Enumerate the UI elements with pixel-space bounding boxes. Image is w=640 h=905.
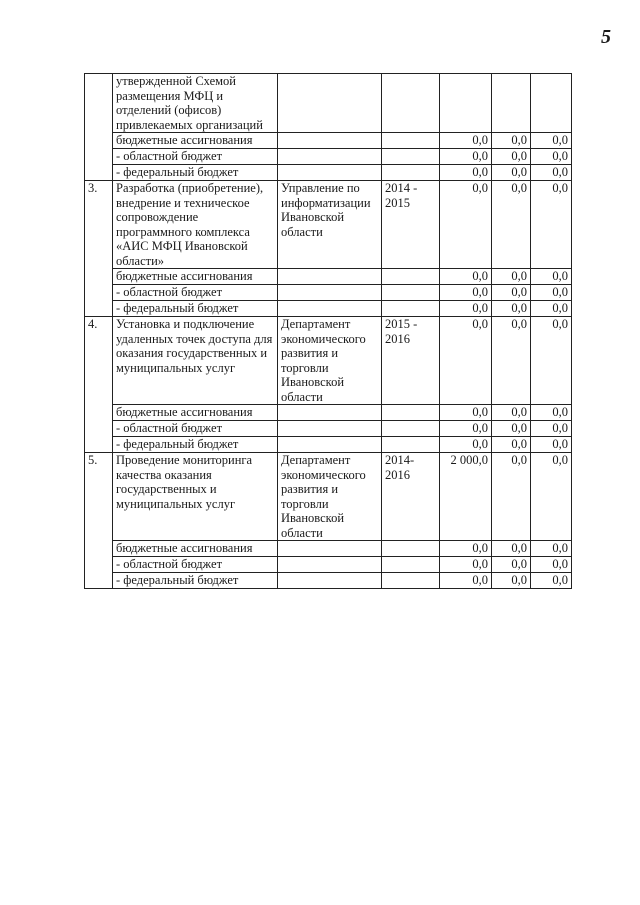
- table-row: [85, 269, 572, 285]
- number-cell: 4.: [85, 317, 113, 453]
- table-row: [85, 573, 572, 589]
- table-row: [85, 285, 572, 301]
- value-cell: 0,0: [440, 421, 492, 437]
- row-label: - федеральный бюджет: [113, 165, 278, 181]
- value-cell: 0,0: [531, 269, 572, 285]
- table-row: [85, 541, 572, 557]
- row-label: бюджетные ассигнования: [113, 133, 278, 149]
- executor-cell: Департамент экономического развития и торговли Ивановской области: [278, 453, 382, 541]
- table-row: [85, 149, 572, 165]
- executor-cell: Управление по информатизации Ивановской области: [278, 181, 382, 269]
- value-cell: 0,0: [492, 149, 531, 165]
- value-cell: 0,0: [440, 541, 492, 557]
- value-cell: 0,0: [492, 317, 531, 405]
- number-cell: 5.: [85, 453, 113, 589]
- period-cell: 2014- 2016: [382, 453, 440, 541]
- number-cell: [85, 74, 113, 181]
- value-cell: 0,0: [492, 573, 531, 589]
- table-row: [85, 421, 572, 437]
- table-row: [85, 165, 572, 181]
- value-cell: 0,0: [531, 149, 572, 165]
- value-cell: 0,0: [531, 133, 572, 149]
- value-cell: 0,0: [492, 557, 531, 573]
- executor-cell: Департамент экономического развития и торговли Ивановской области: [278, 317, 382, 405]
- value-cell: 0,0: [492, 541, 531, 557]
- value-cell: 0,0: [440, 557, 492, 573]
- period-cell: 2014 - 2015: [382, 181, 440, 269]
- value-cell: 0,0: [531, 405, 572, 421]
- value-cell: 0,0: [440, 437, 492, 453]
- value-cell: 0,0: [492, 301, 531, 317]
- table-row: [85, 74, 572, 133]
- row-label: бюджетные ассигнования: [113, 405, 278, 421]
- value-cell: 0,0: [492, 285, 531, 301]
- period-cell: 2015 - 2016: [382, 317, 440, 405]
- activity-name: Проведение мониторинга качества оказания государственных и муниципальных услуг: [113, 453, 278, 541]
- row-label: - областной бюджет: [113, 285, 278, 301]
- value-cell: 0,0: [492, 421, 531, 437]
- value-cell: 0,0: [492, 437, 531, 453]
- value-cell: 0,0: [492, 181, 531, 269]
- value-cell: 0,0: [531, 181, 572, 269]
- row-label: - областной бюджет: [113, 149, 278, 165]
- value-cell: 0,0: [531, 421, 572, 437]
- value-cell: 0,0: [492, 269, 531, 285]
- value-cell: 0,0: [440, 133, 492, 149]
- row-label: - областной бюджет: [113, 421, 278, 437]
- row-label: - федеральный бюджет: [113, 301, 278, 317]
- row-label: - областной бюджет: [113, 557, 278, 573]
- value-cell: 0,0: [531, 573, 572, 589]
- value-cell: 0,0: [440, 317, 492, 405]
- description-cell: утвержденной Схемой размещения МФЦ и отделений (офисов) привлекаемых организаций: [113, 74, 278, 133]
- table-row: [85, 133, 572, 149]
- value-cell: 0,0: [440, 285, 492, 301]
- table-row: [85, 317, 572, 405]
- page-number: 5: [601, 26, 611, 48]
- value-cell: 0,0: [440, 405, 492, 421]
- value-cell: 2 000,0: [440, 453, 492, 541]
- table-row: [85, 301, 572, 317]
- value-cell: 0,0: [531, 453, 572, 541]
- value-cell: 0,0: [492, 133, 531, 149]
- value-cell: 0,0: [440, 269, 492, 285]
- budget-table: [84, 73, 572, 589]
- value-cell: 0,0: [492, 405, 531, 421]
- value-cell: 0,0: [440, 301, 492, 317]
- table-row: [85, 437, 572, 453]
- value-cell: 0,0: [531, 285, 572, 301]
- value-cell: 0,0: [531, 541, 572, 557]
- value-cell: 0,0: [492, 165, 531, 181]
- value-cell: 0,0: [440, 149, 492, 165]
- table-row: [85, 557, 572, 573]
- value-cell: 0,0: [492, 453, 531, 541]
- value-cell: 0,0: [531, 557, 572, 573]
- row-label: - федеральный бюджет: [113, 437, 278, 453]
- table-row: [85, 181, 572, 269]
- value-cell: 0,0: [440, 165, 492, 181]
- row-label: - федеральный бюджет: [113, 573, 278, 589]
- number-cell: 3.: [85, 181, 113, 317]
- value-cell: 0,0: [531, 165, 572, 181]
- table-row: [85, 405, 572, 421]
- activity-name: Установка и подключение удаленных точек доступа для оказания государственных и муниципальных услуг: [113, 317, 278, 405]
- value-cell: 0,0: [531, 437, 572, 453]
- row-label: бюджетные ассигнования: [113, 541, 278, 557]
- table-row: [85, 453, 572, 541]
- value-cell: 0,0: [440, 181, 492, 269]
- value-cell: 0,0: [531, 301, 572, 317]
- row-label: бюджетные ассигнования: [113, 269, 278, 285]
- activity-name: Разработка (приобретение), внедрение и техническое сопровождение программного комплекса «АИС МФЦ Ивановской области»: [113, 181, 278, 269]
- value-cell: 0,0: [531, 317, 572, 405]
- value-cell: 0,0: [440, 573, 492, 589]
